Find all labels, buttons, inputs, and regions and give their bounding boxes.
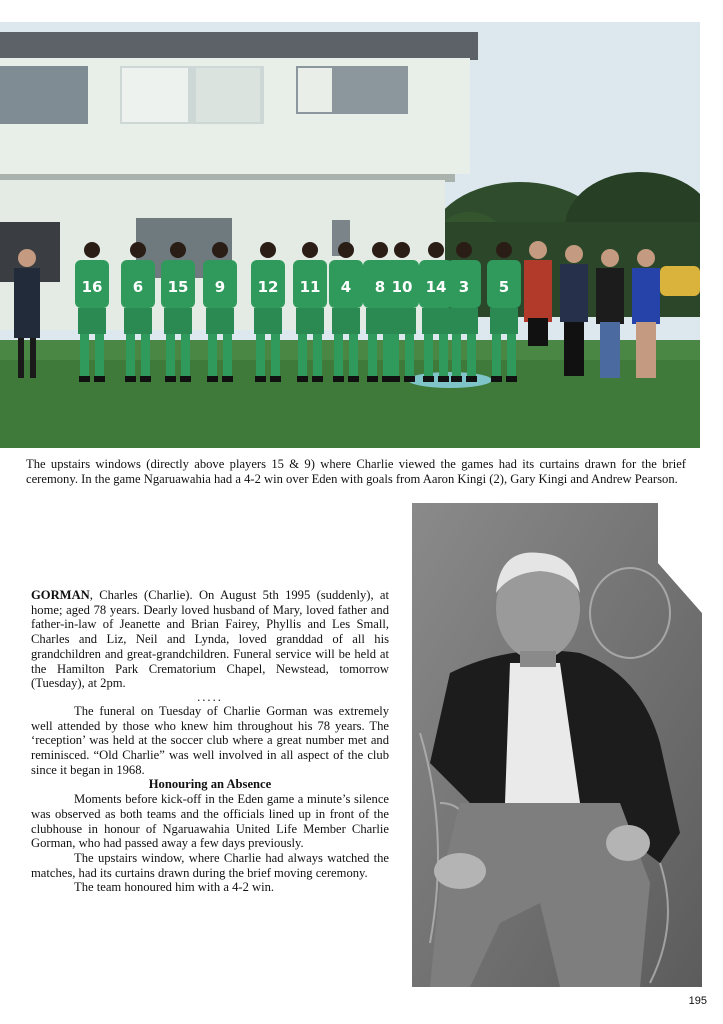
parked-car (660, 266, 700, 296)
left-hand (434, 853, 486, 889)
jersey-number: 3 (458, 278, 470, 296)
separator-dots: ..... (197, 689, 223, 704)
article-subheading: Honouring an Absence (148, 777, 272, 792)
jersey-number: 5 (498, 278, 510, 296)
team-lineup-illustration (0, 22, 700, 448)
minute-silence-paragraph: Moments before kick-off in the Eden game a minute’s silence was observed as both teams and the officials lined up in front of the clubhouse in honour of Ngaruawahia United Life Member Charlie Gorman, who had passed away a few days previously. (31, 792, 389, 851)
team-lineup-photo (0, 22, 700, 448)
jersey-number: 12 (257, 278, 279, 296)
jersey-number: 11 (299, 278, 321, 296)
newspaper-article (31, 588, 389, 895)
team-honour-paragraph: The team honoured him with a 4-2 win. (74, 880, 275, 895)
jersey-number: 6 (132, 278, 144, 296)
portrait-illustration (410, 503, 707, 987)
jersey-number: 8 (374, 278, 386, 296)
upstairs-window-paragraph: The upstairs window, where Charlie had always watched the matches, had its curtains drawn during the brief moving ceremony. (31, 850, 389, 880)
death-notice (31, 588, 389, 691)
charlie-gorman-portrait (410, 503, 707, 987)
funeral-paragraph: The funeral on Tuesday of Charlie Gorman was extremely well attended by those who knew him throughout his 78 years. The ‘reception’ was held at the soccer club where a great number met and reminisced. “Old Charlie” was well involved in all aspect of the club since it began in 1968. (31, 703, 389, 777)
players (75, 242, 521, 382)
right-hand (606, 825, 650, 861)
tarp (408, 372, 492, 388)
jersey-number: 4 (340, 278, 352, 296)
jersey-number: 10 (391, 278, 413, 296)
death-notice-surname: GORMAN (31, 588, 90, 602)
jersey-number: 15 (167, 278, 189, 296)
death-notice-text: , Charles (Charlie). On August 5th 1995 (suddenly), at home; aged 78 years. Dearly loved husband of Mary, loved father and father-in-law of Jeanette and Brian Fairey, Phyllis and Les Small, Charles and Liz, Neil and Lynda, loved granddad of all his grandchildren and great-grandchildren. Funeral service will be held at the Hamilton Park Crematorium Chapel, Newstead, tomorrow (Tuesday), at 2pm. (31, 588, 389, 691)
photo-caption: The upstairs windows (directly above players 15 & 9) where Charlie viewed the games had its curtains drawn for the brief ceremony. In the game Ngaruawahia had a 4-2 win over Eden with goals from Aaron Kingi (2), Gary Kingi and Andrew Pearson. (26, 457, 686, 486)
jersey-number: 14 (425, 278, 447, 296)
page-number: 195 (688, 995, 707, 1007)
jersey-number: 9 (214, 278, 226, 296)
jersey-number: 16 (81, 278, 103, 296)
